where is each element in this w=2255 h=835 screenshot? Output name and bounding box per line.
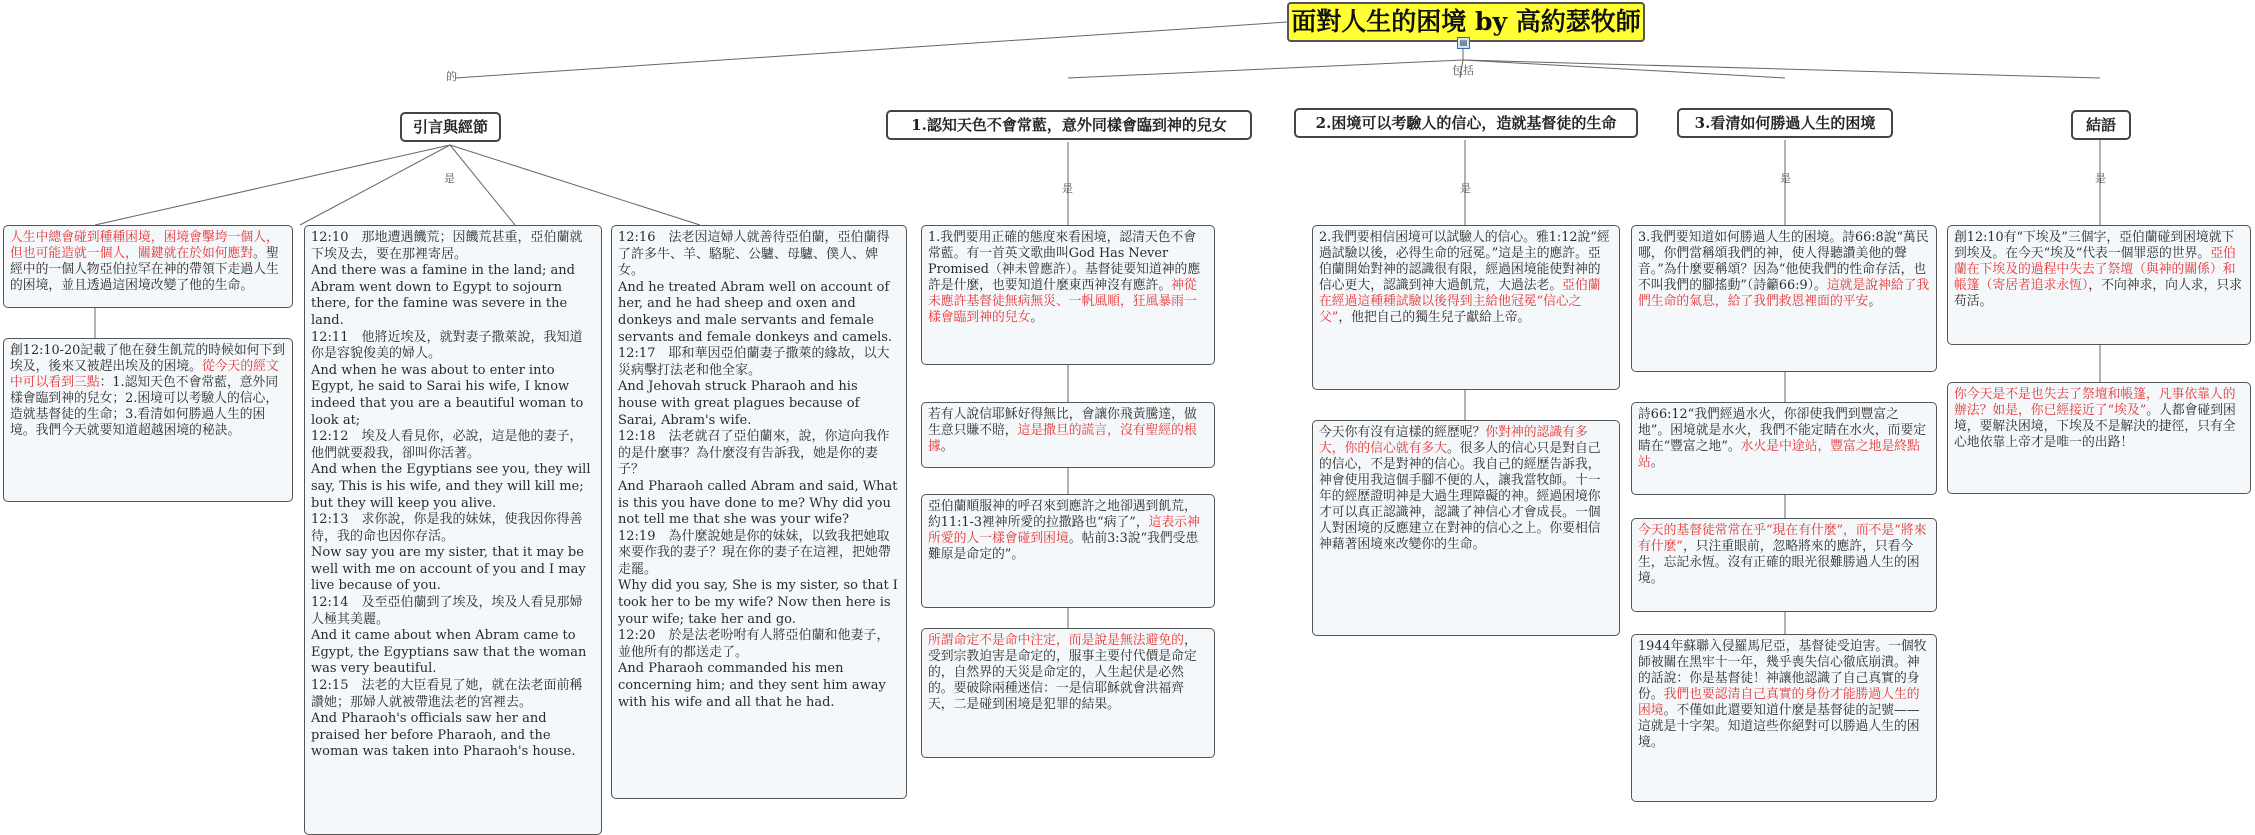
note-card[interactable] bbox=[1631, 402, 1937, 495]
note-text: 今天你有沒有這樣的經歷呢？ bbox=[1319, 425, 1486, 440]
edge-label-is: 是 bbox=[2095, 172, 2106, 185]
note-text: 1.我們要用正確的態度來看困境，認清天色不會常藍。有一首英文歌曲叫God Has Never Promised（神未曾應許）。基督徒要知道神的應許是什麼，也要知道什麼東西神沒有應許。 bbox=[928, 230, 1201, 293]
highlight-text: 這表示神所愛的人一樣會碰到困境 bbox=[928, 515, 1200, 546]
connector bbox=[450, 145, 515, 225]
highlight-text: 人生中總會碰到種種困境， bbox=[10, 230, 164, 245]
note-text: 。帖前3:3說“我們受患難原是命定的”。 bbox=[928, 531, 1199, 562]
highlight-text: 水火是中途站，豐富之地是終點站 bbox=[1638, 439, 1920, 470]
note-card[interactable] bbox=[921, 225, 1215, 365]
note-text: 亞伯蘭順服神的呼召來到應許之地卻遇到飢荒，約11:1-3裡神所愛的拉撒路也“病了”， bbox=[928, 499, 1197, 530]
highlight-text: 你對神的認識有多大，你的信心就有多大 bbox=[1319, 425, 1588, 456]
note-card[interactable] bbox=[3, 338, 293, 502]
note-text: 。 bbox=[1030, 310, 1044, 325]
note-text: 創12:10有“下埃及”三個字，亞伯蘭碰到困境就下到埃及。在今天“埃及“代表一個罪惡的世界。 bbox=[1954, 230, 2235, 261]
note-card[interactable] bbox=[1947, 382, 2251, 494]
note-card[interactable] bbox=[3, 225, 293, 308]
verse-card[interactable] bbox=[304, 225, 602, 835]
highlight-text: 困境會擊垮一個人，但也可能造就一個人，關鍵就在於如何應對 bbox=[10, 230, 279, 261]
root-topic[interactable]: 面對人生的困境 by 高約瑟牧師 bbox=[1287, 2, 1645, 42]
note-card[interactable] bbox=[1312, 420, 1620, 636]
note-card[interactable] bbox=[1631, 634, 1937, 802]
edge-label-is: 是 bbox=[1062, 182, 1073, 195]
highlight-text: 亞伯蘭在下埃及的過程中失去了祭壇（與神的關係）和帳篷（寄居者追求永恆） bbox=[1954, 246, 2236, 293]
topic-2[interactable]: 2.困境可以考驗人的信心，造就基督徒的生命 bbox=[1294, 108, 1638, 138]
topic-conclusion[interactable]: 結語 bbox=[2071, 110, 2131, 140]
highlight-text: 今天的基督徒常常在乎“現在有什麼”，而不是“將來有什麼” bbox=[1638, 523, 1927, 554]
note-text: ：1.認知天色不會常藍，意外同樣會臨到神的兒女；2.困境可以考驗人的信心，造就基督徒的生命；3.看清如何勝過人生的困境。我們今天就要知道超越困境的秘訣。 bbox=[10, 375, 279, 438]
note-card[interactable] bbox=[1312, 225, 1620, 390]
note-text: 12:16 法老因這婦人就善待亞伯蘭，亞伯蘭得了許多牛、羊、駱駝、公驢、母驢、僕人、婢女。 And he treated Abram well on account of her, and he had sheep and oxen and donkeys and male servants and female servants and female donkeys and camels. 12:17 耶和華因亞伯蘭妻子撒萊的緣故，以大災病擊打法老和他全家。 And Jehovah struck Pharaoh and his house with great plagues because of Sarai, Abram's wife. 12:18 法老就召了亞伯蘭來，說，你這向我作的是什麼事？為什麼沒有告訴我，她是你的妻子？ And Pharaoh called Abram and said, What is this you have done to me? Why did you not tell me that she was your wife? 12:19 為什麼說她是你的妹妹，以致我把她取來要作我的妻子？現在你的妻子在這裡，把她帶走罷。 Why did you say, She is my sister, so that I took her to be my wife? Now then here is your wife; take her and go. 12:20 於是法老吩咐有人將亞伯蘭和他妻子，並他所有的都送走了。 And Pharaoh commanded his men concerning him; and they sent him away with his wife and all that he had. bbox=[618, 230, 898, 710]
highlight-text: 亞伯蘭在經過這種種試驗以後得到主給他冠冕“信心之父” bbox=[1319, 278, 1601, 325]
note-card[interactable] bbox=[921, 494, 1215, 608]
connector bbox=[95, 145, 450, 225]
connector bbox=[1463, 60, 1785, 78]
note-card[interactable] bbox=[921, 628, 1215, 758]
edge-label-is: 是 bbox=[1780, 172, 1791, 185]
connector bbox=[300, 145, 450, 225]
highlight-text: 這就是說神給了我們生命的氣息，給了我們救恩裡面的平安 bbox=[1638, 278, 1930, 309]
note-text: 3.我們要知道如何勝過人生的困境。詩66:8說“萬民哪，你們當稱頌我們的神，使人得聽讚美他的聲音。”為什麼要稱頌？因為“他使我們的性命存活，也不叫我們的腳搖動”（詩籲66:9）。 bbox=[1638, 230, 1929, 293]
note-text: 創12:10-20記載了他在發生飢荒的時候如何下到埃及，後來又被趕出埃及的困境。 bbox=[10, 343, 286, 374]
note-card[interactable] bbox=[921, 402, 1215, 468]
note-card[interactable] bbox=[1631, 225, 1937, 372]
highlight-text: 我們也要認清自己真實的身份才能勝過人生的困境 bbox=[1638, 687, 1920, 718]
note-card[interactable] bbox=[1631, 518, 1937, 612]
highlight-text: 所謂命定不是命中注定，而是說是無法避免的 bbox=[928, 633, 1184, 648]
note-text: 。聖經中的一個人物亞伯拉罕在神的帶領下走過人生的困境，並且透過這困境改變了他的生命。 bbox=[10, 246, 279, 293]
highlight-text: 這是撒旦的謊言，沒有聖經的根據 bbox=[928, 423, 1197, 454]
note-text: 2.我們要相信困境可以試驗人的信心。雅1:12說“經過試驗以後，必得生命的冠冕。”這是主的應許。亞伯蘭開始對神的認識很有限，經過困境能使對神的信心更大，認識到神大過飢荒，大過法老。 bbox=[1319, 230, 1610, 293]
notes-icon[interactable]: ▤ bbox=[1457, 37, 1470, 49]
highlight-text: 從今天的經文中可以看到三點 bbox=[10, 359, 279, 390]
connector bbox=[455, 22, 1287, 78]
edge-label-is: 是 bbox=[1460, 182, 1471, 195]
edge-label-right: 包括 bbox=[1452, 64, 1474, 77]
highlight-text: 你今天是不是也失去了祭壇和帳篷，凡事依靠人的辦法？如是，你已經接近了“埃及” bbox=[1954, 387, 2236, 418]
verse-card[interactable] bbox=[611, 225, 907, 799]
connector bbox=[1463, 60, 2100, 78]
edge-label-left: 的 bbox=[446, 70, 457, 83]
connector bbox=[450, 145, 700, 225]
note-text: 若有人說信耶穌好得無比，會讓你飛黃騰達，做生意只賺不賠， bbox=[928, 407, 1197, 438]
note-text: 。 bbox=[940, 439, 954, 454]
note-text: ，不向神求，向人求，只求苟活。 bbox=[1954, 278, 2242, 309]
note-text: ，受到宗教迫害是命定的，服事主要付代價是命定的，自然界的天災是命定的，人生起伏是必然的。要破除兩種迷信：一是信耶穌就會洪福齊天，二是碰到困境是犯罪的結果。 bbox=[928, 633, 1197, 712]
note-text: 1944年蘇聯入侵羅馬尼亞，基督徒受迫害。一個牧師被關在黑牢十一年，幾乎喪失信心徹底崩潰。神的話說：你是基督徒！神讓他認識了自己真實的身份。 bbox=[1638, 639, 1927, 702]
note-text: 。 bbox=[1650, 455, 1664, 470]
topic-intro[interactable]: 引言與經節 bbox=[400, 112, 501, 142]
edge-label-is: 是 bbox=[444, 172, 455, 185]
note-text: 。不僅如此還要知道什麼是基督徒的記號——這就是十字架。知道這些你絕對可以勝過人生的困境。 bbox=[1638, 703, 1920, 750]
note-text: ，只注重眼前，忽略將來的應許，只看今生，忘記永恆。沒有正確的眼光很難勝過人生的困境。 bbox=[1638, 539, 1920, 586]
topic-3[interactable]: 3.看清如何勝過人生的困境 bbox=[1677, 108, 1893, 138]
note-card[interactable] bbox=[1947, 225, 2251, 345]
highlight-text: 神從未應許基督徒無病無災、一帆風順，狂風暴雨一樣會臨到神的兒女 bbox=[928, 278, 1197, 325]
note-text: 。 bbox=[1868, 294, 1882, 309]
note-text: 詩66:12“我們經過水火，你卻使我們到豐富之地”。困境就是水火，我們不能定睛在水火，而要定睛在“豐富之地”。 bbox=[1638, 407, 1927, 454]
connector bbox=[1068, 49, 1463, 78]
note-text: 12:10 那地遭遇饑荒；因饑荒甚重，亞伯蘭就下埃及去，要在那裡寄居。 And there was a famine in the land; and Abram went down to Egypt to sojourn there, for the famine was severe in the land. 12:11 他將近埃及，就對妻子撒萊說，我知道你是容貌俊美的婦人。 And when he was about to enter into Egypt, he said to Sarai his wife, I know indeed that you are a beautiful woman to look at; 12:12 埃及人看見你，必說，這是他的妻子，他們就要殺我，卻叫你活著。 And when the Egyptians see you, they will say, This is his wife, and they will kill me; but they will keep you alive. 12:13 求你說，你是我的妹妹，使我因你得善待，我的命也因你存活。 Now say you are my sister, that it may be well with me on account of you and I may live because of you. 12:14 及至亞伯蘭到了埃及，埃及人看見那婦人極其美麗。 And it came about when Abram came to Egypt, the Egyptians saw that the woman was very beautiful. 12:15 法老的大臣看見了她，就在法老面前稱讚她；那婦人就被帶進法老的宮裡去。 And Pharaoh's officials saw her and praised her before Pharaoh, and the woman was taken into Pharaoh's house. bbox=[311, 230, 591, 760]
topic-1[interactable]: 1.認知天色不會常藍，意外同樣會臨到神的兒女 bbox=[886, 110, 1252, 140]
note-text: 。人都會碰到困境，要解決困境，下埃及不是解決的捷徑，只有全心地依靠上帝才是唯一的出路！ bbox=[1954, 403, 2236, 450]
note-text: ，他把自己的獨生兒子獻給上帝。 bbox=[1338, 310, 1531, 325]
note-text: 。很多人的信心只是對自己的信心，不是對神的信心。我自己的經歷告訴我，神會使用我這個手腳不便的人，讓我當牧師。十一年的經歷證明神是大過生理障礙的神。經過困境你才可以真正認識神，認識了神信心才會成長。一個人對困境的反應建立在對神的信心之上。你要相信神藉著困境來改變你的生命。 bbox=[1319, 441, 1601, 552]
